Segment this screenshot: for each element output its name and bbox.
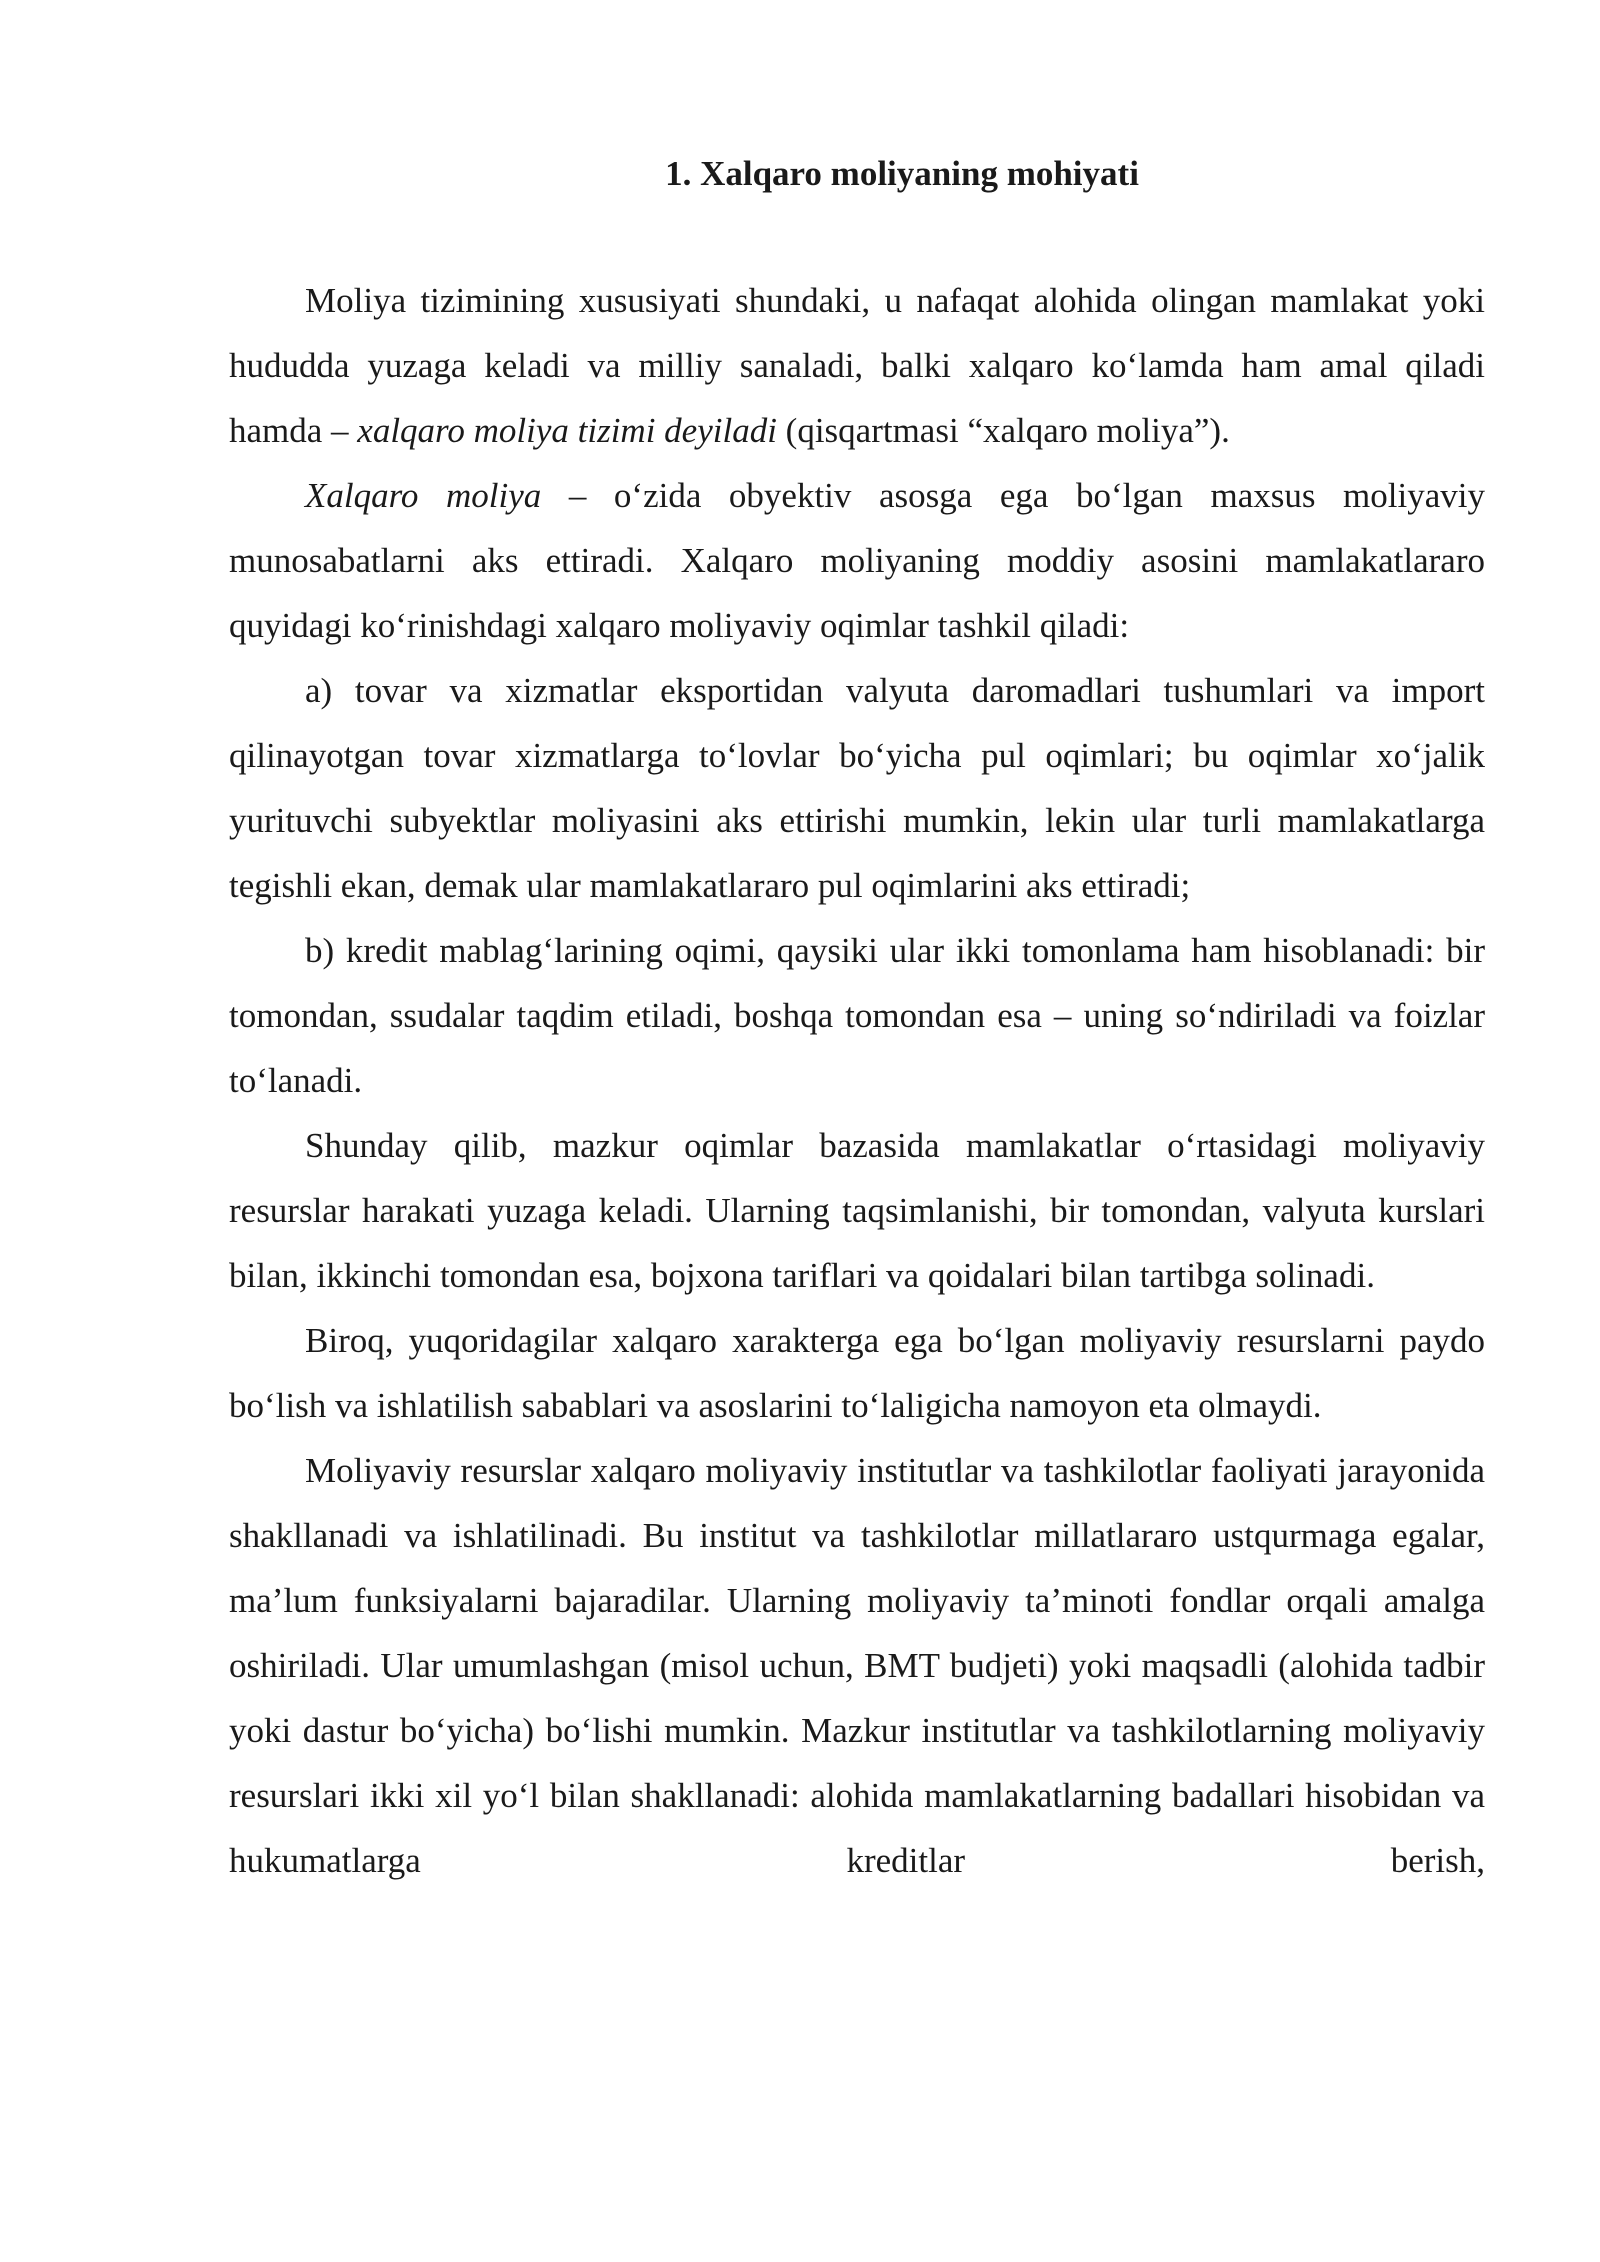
paragraph-1 <box>229 268 1485 463</box>
paragraph-2-text: – oʻzida obyektiv asosga ega boʻlgan maxsus moliyaviy munosabatlarni aks ettiradi. Xalqaro moliyaning moddiy asosini mamlakatlararo quyidagi koʻrinishdagi xalqaro moliyaviy oqimlar tashkil qiladi: <box>229 476 1485 645</box>
page-title: 1. Xalqaro moliyaning mohiyati <box>665 154 1139 193</box>
paragraph-2-emphasis: Xalqaro moliya <box>305 476 542 515</box>
paragraph-5: Shunday qilib, mazkur oqimlar bazasida mamlakatlar oʻrtasidagi moliyaviy resurslar harakati yuzaga keladi. Ularning taqsimlanishi, bir tomondan, valyuta kurslari bilan, ikkinchi tomondan esa, bojxona tariflari va qoidalari bilan tartibga solinadi. <box>229 1126 1485 1295</box>
document-page <box>229 150 1485 1893</box>
paragraph-6: Biroq, yuqoridagilar xalqaro xarakterga ega boʻlgan moliyaviy resurslarni paydo boʻlish va ishlatilish sabablari va asoslarini toʻlaligicha namoyon eta olmaydi. <box>229 1321 1485 1425</box>
paragraph-1-text-a: Moliya tizimining xususiyati shundaki, u nafaqat alohida olingan mamlakat yoki hududda yuzaga keladi va milliy sanaladi, balki xalqaro koʻlamda ham amal qiladi hamda – <box>229 281 1485 450</box>
paragraph-1-text-b: (qisqartmasi “xalqaro moliya”). <box>776 411 1230 450</box>
paragraph-3-list-item-a: a) tovar va xizmatlar eksportidan valyuta daromadlari tushumlari va import qilinayotgan tovar xizmatlarga toʻlovlar boʻyicha pul oqimlari; bu oqimlar xoʻjalik yurituvchi subyektlar moliyasini aks ettirishi mumkin, lekin ular turli mamlakatlarga tegishli ekan, demak ular mamlakatlararo pul oqimlarini aks ettiradi; <box>229 671 1485 905</box>
paragraph-1-emphasis: xalqaro moliya tizimi deyiladi <box>357 411 777 450</box>
paragraph-4-list-item-b: b) kredit mablagʻlarining oqimi, qaysiki ular ikki tomonlama ham hisoblanadi: bir tomondan, ssudalar taqdim etiladi, boshqa tomondan esa – uning soʻndiriladi va foizlar toʻlanadi. <box>229 931 1485 1100</box>
paragraph-7: Moliyaviy resurslar xalqaro moliyaviy institutlar va tashkilotlar faoliyati jarayonida shakllanadi va ishlatilinadi. Bu institut va tashkilotlar millatlararo ustqurmaga egalar, ma’lum funksiyalarni bajaradilar. Ularning moliyaviy ta’minoti fondlar orqali amalga oshiriladi. Ular umumlashgan (misol uchun, BMT budjeti) yoki maqsadli (alohida tadbir yoki dastur boʻyicha) boʻlishi mumkin. Mazkur institutlar va tashkilotlarning moliyaviy resurslari ikki xil yoʻl bilan shakllanadi: alohida mamlakatlarning badallari hisobidan va hukumatlarga kreditlar berish, <box>229 1451 1485 1880</box>
paragraph-2 <box>229 463 1485 658</box>
